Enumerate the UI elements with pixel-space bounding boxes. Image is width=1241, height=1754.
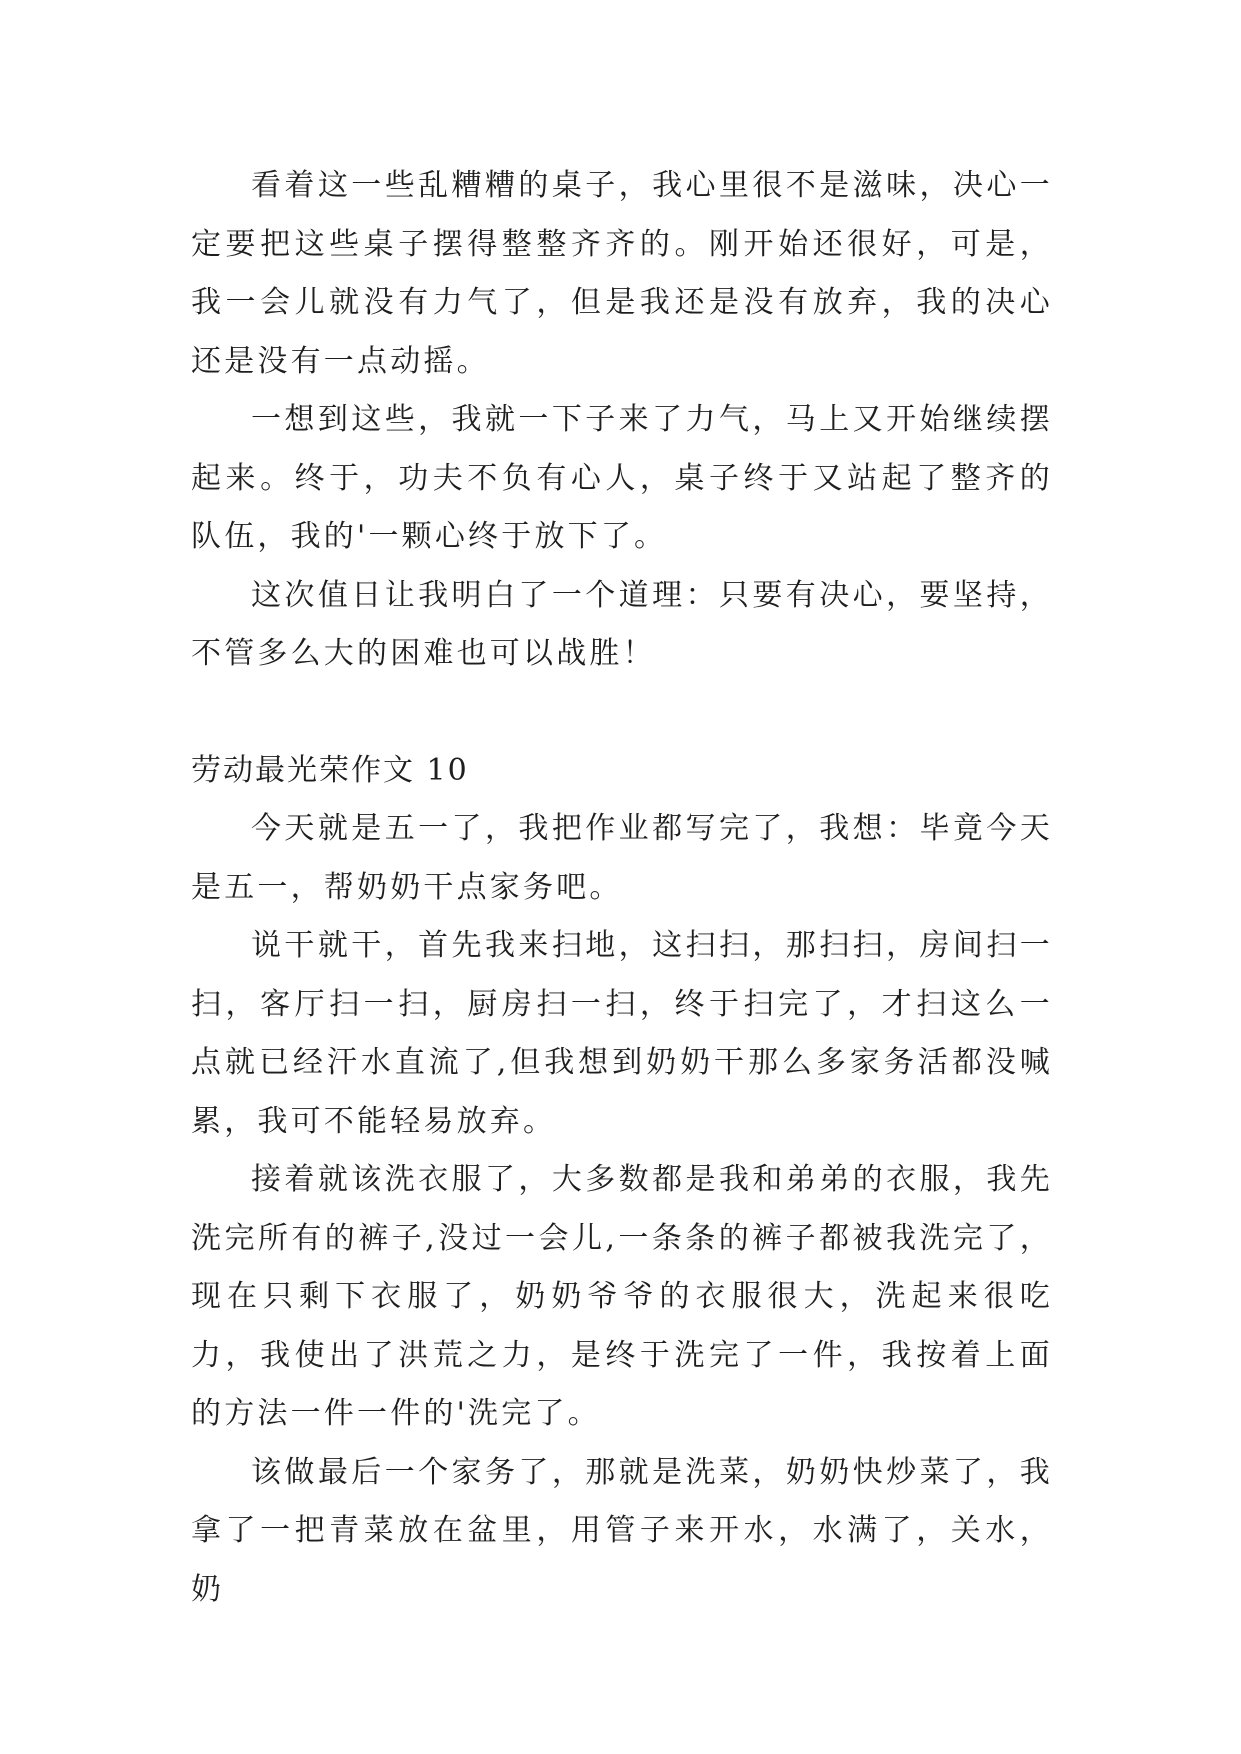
paragraph: 今天就是五一了，我把作业都写完了，我想：毕竟今天是五一，帮奶奶干点家务吧。 [191, 811, 1053, 905]
paragraph: 该做最后一个家务了，那就是洗菜，奶奶快炒菜了，我拿了一把青菜放在盆里，用管子来开水，水满了，关水，奶 [191, 1454, 1053, 1607]
paragraph: 接着就该洗衣服了，大多数都是我和弟弟的衣服，我先洗完所有的裤子,没过一会儿,一条条的裤子都被我洗完了，现在只剩下衣服了，奶奶爷爷的衣服很大，洗起来很吃力，我使出了洪荒之力，是终于洗完了一件，我按着上面的方法一件一件的'洗完了。 [191, 1162, 1053, 1431]
document-body [191, 157, 1053, 1619]
paragraph: 一想到这些，我就一下子来了力气，马上又开始继续摆起来。终于，功夫不负有心人，桌子终于又站起了整齐的队伍，我的'一颗心终于放下了。 [191, 402, 1053, 554]
paragraph: 看着这一些乱糟糟的桌子，我心里很不是滋味，决心一定要把这些桌子摆得整整齐齐的。刚开始还很好，可是，我一会儿就没有力气了，但是我还是没有放弃，我的决心还是没有一点动摇。 [191, 168, 1053, 379]
paragraph: 这次值日让我明白了一个道理：只要有决心，要坚持，不管多么大的困难也可以战胜！ [191, 577, 1053, 671]
section-title: 劳动最光荣作文 10 [191, 752, 469, 788]
paragraph: 说干就干，首先我来扫地，这扫扫，那扫扫，房间扫一扫，客厅扫一扫，厨房扫一扫，终于扫完了，才扫这么一点就已经汗水直流了,但我想到奶奶干那么多家务活都没喊累，我可不能轻易放弃。 [191, 928, 1053, 1139]
